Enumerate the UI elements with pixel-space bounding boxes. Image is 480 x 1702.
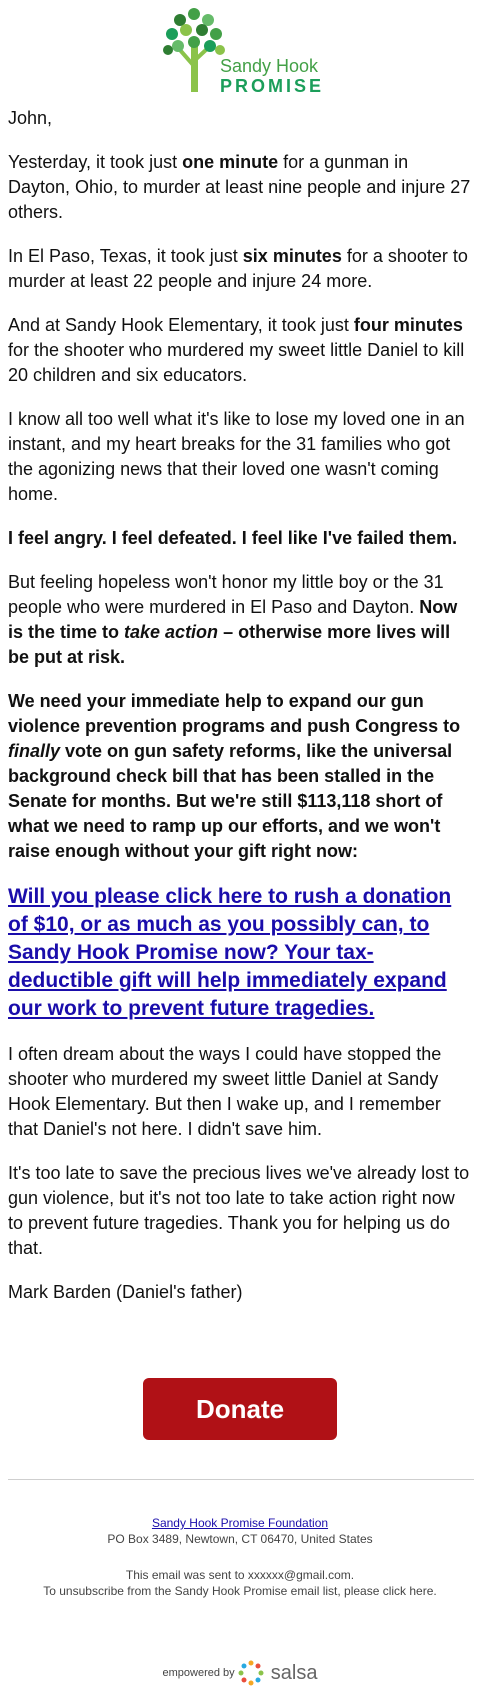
donate-section: [0, 1378, 480, 1440]
salsa-dots-icon: [238, 1660, 264, 1686]
footer: [0, 1515, 480, 1599]
empowered-by-text: empowered by: [162, 1666, 235, 1679]
paragraph-angry: I feel angry. I feel defeated. I feel like I've failed them.: [8, 528, 458, 548]
paragraph-too-late: It's too late to save the precious lives we've already lost to gun violence, but it's not too late to take action right now to prevent future tragedies. Thank you for helping us do that.: [8, 1163, 470, 1258]
paragraph-hopeless: But feeling hopeless won't honor my little boy or the 31 people who were murdered in El Paso and Dayton. Now is the time to take action – otherwise more lives will be put at risk.: [8, 572, 458, 667]
empowered-by-salsa[interactable]: [0, 1660, 480, 1686]
paragraph-loss: I know all too well what it's like to lose my loved one in an instant, and my heart breaks for the 31 families who got the agonizing news that their loved one wasn't coming home.: [8, 409, 465, 504]
paragraph-dayton: Yesterday, it took just one minute for a gunman in Dayton, Ohio, to murder at least nine people and injure 27 others.: [8, 152, 471, 222]
letter-body: [8, 106, 474, 1324]
salsa-wordmark: salsa: [270, 1661, 318, 1684]
logo-text-promise: PROMISE: [220, 76, 325, 96]
org-address: PO Box 3489, Newtown, CT 06470, United States: [107, 1532, 373, 1546]
paragraph-need-help: We need your immediate help to expand our gun violence prevention programs and push Congress to finally vote on gun safety reforms, like the universal background check bill that has been stalled in the Senate for months. But we're still $113,118 short of what we need to ramp up our efforts, and we won't raise enough without your gift right now:: [8, 691, 461, 861]
paragraph-sandy-hook: And at Sandy Hook Elementary, it took just four minutes for the shooter who murdered my sweet little Daniel to kill 20 children and six educators.: [8, 315, 465, 385]
sent-to-notice: This email was sent to xxxxxx@gmail.com.: [125, 1568, 355, 1582]
greeting: John,: [8, 108, 53, 128]
footer-divider: [8, 1479, 474, 1480]
signature: Mark Barden (Daniel's father): [8, 1282, 243, 1302]
unsubscribe-link[interactable]: To unsubscribe from the Sandy Hook Promise email list, please click here.: [43, 1584, 437, 1598]
paragraph-dream: I often dream about the ways I could have stopped the shooter who murdered my sweet little Daniel at Sandy Hook Elementary. But then I wake up, and I remember that Daniel's not here. I didn't save him.: [8, 1044, 442, 1139]
donation-appeal-link[interactable]: Will you please click here to rush a donation of $10, or as much as you possibly can, to Sandy Hook Promise now? Your tax-deductible gift will help immediately expand our work to prevent future tragedies.: [8, 885, 452, 1020]
sandy-hook-promise-logo[interactable]: [160, 6, 330, 94]
donate-button[interactable]: Donate: [143, 1378, 337, 1440]
org-link[interactable]: Sandy Hook Promise Foundation: [151, 1516, 329, 1530]
logo-text-sandy-hook: Sandy Hook: [220, 56, 319, 76]
paragraph-el-paso: In El Paso, Texas, it took just six minutes for a shooter to murder at least 22 people and injure 24 more.: [8, 246, 468, 291]
